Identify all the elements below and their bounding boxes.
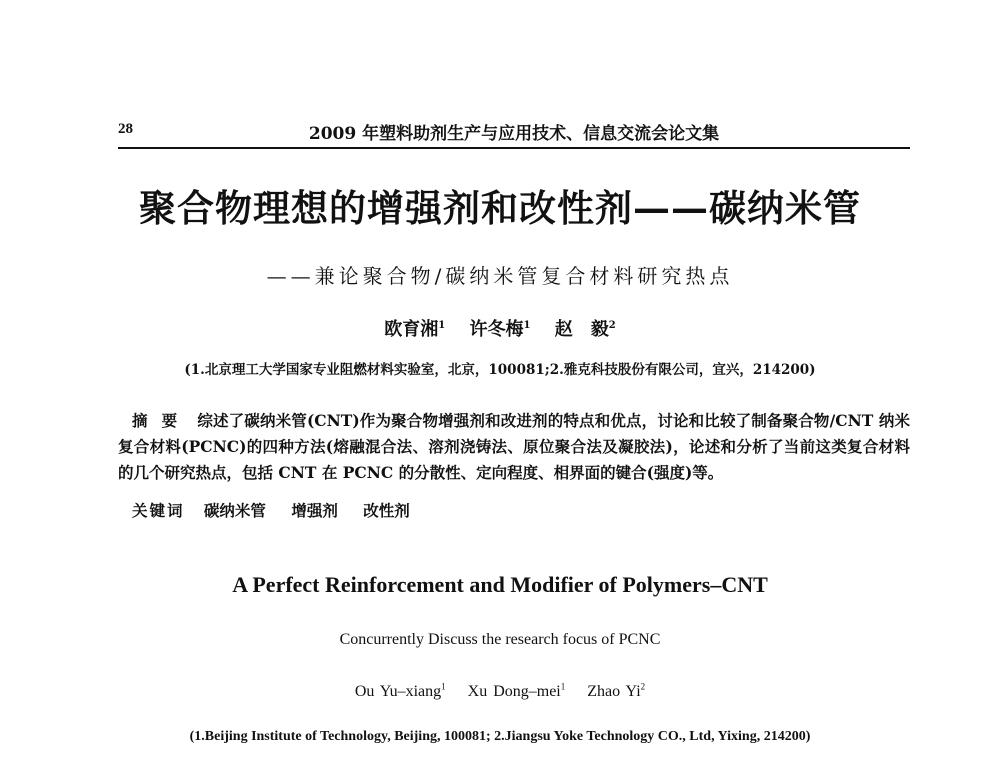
running-title: 2009 年塑料助剂生产与应用技术、信息交流会论文集 xyxy=(308,124,720,144)
english-author-list xyxy=(0,682,1000,701)
page-header xyxy=(118,117,910,149)
affiliation-cn: (1.北京理工大学国家专业阻燃材料实验室，北京，100081;2.雅克科技股份有限公司，宜兴，214200) xyxy=(184,362,816,378)
abstract xyxy=(118,408,910,486)
author: 赵 毅$^2$ xyxy=(554,319,616,340)
author: 欧育湘$^1$ xyxy=(384,319,446,340)
english-author: Xu Dong–mei$^1$ xyxy=(467,682,566,701)
abstract-label: 摘要 xyxy=(132,411,192,430)
keywords-label: 关键词 xyxy=(132,501,185,520)
keywords xyxy=(132,499,832,521)
english-affiliation: (1.Beijing Institute of Technology, Beijing, 100081; 2.Jiangsu Yoke Technology CO., Ltd, Yixing, 214200) xyxy=(189,729,811,744)
english-title: A Perfect Reinforcement and Modifier of Polymers–CNT xyxy=(232,572,768,597)
english-author: Zhao Yi$^2$ xyxy=(587,682,646,701)
abstract-text: 综述了碳纳米管(CNT)作为聚合物增强剂和改进剂的特点和优点，讨论和比较了制备聚合物/CNT 纳米复合材料(PCNC)的四种方法(熔融混合法、溶剂浇铸法、原位聚合法及凝胶法)，论述和分析了当前这类复合材料的几个研究热点，包括 CNT 在 PCNC 的分散性、定向程度、相界面的键合(强度)等。 xyxy=(118,411,910,482)
paper-subtitle: ——兼论聚合物/碳纳米管复合材料研究热点 xyxy=(266,264,734,288)
author-list xyxy=(0,315,1000,341)
keyword: 改性剂 xyxy=(363,501,410,520)
english-subtitle: Concurrently Discuss the research focus of PCNC xyxy=(339,631,661,648)
page-number: 28 xyxy=(118,121,133,137)
author: 许冬梅$^1$ xyxy=(469,319,531,340)
keyword: 碳纳米管 xyxy=(203,501,266,520)
keyword: 增强剂 xyxy=(291,501,338,520)
paper-title: 聚合物理想的增强剂和改性剂——碳纳米管 xyxy=(139,186,861,230)
english-author: Ou Yu–xiang$^1$ xyxy=(354,682,446,701)
